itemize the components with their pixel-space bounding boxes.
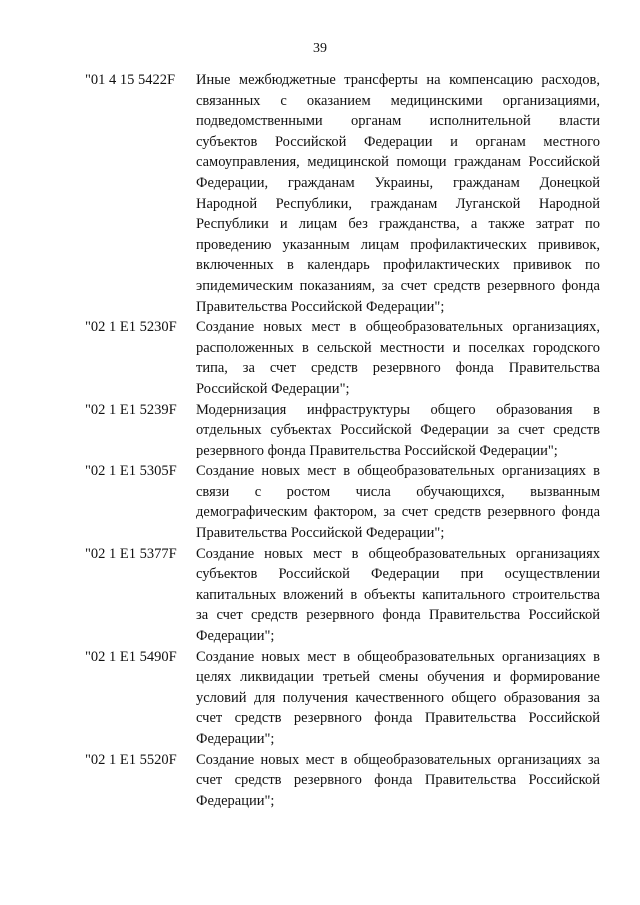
description-line: Создание новых мест в общеобразовательных организациях bbox=[196, 545, 600, 562]
entry-code: "02 1 E1 5377F bbox=[85, 545, 177, 562]
description-line: капитальных вложений в объекты капитального строительства bbox=[196, 586, 600, 603]
description-line: включенных в календарь профилактических прививок по bbox=[196, 257, 600, 274]
description-line: отдельных субъектах Российской Федерации за счет средств bbox=[196, 422, 600, 439]
entry-code: "02 1 E1 5490F bbox=[85, 648, 177, 665]
description-line: связанных с оказанием медицинскими организациями, bbox=[196, 92, 600, 109]
budget-entry bbox=[0, 317, 640, 399]
entry-code: "02 1 E1 5520F bbox=[85, 751, 177, 768]
description-line: счет средств резервного фонда Правительства Российской bbox=[196, 772, 600, 789]
entry-description bbox=[196, 544, 600, 647]
entry-code: "02 1 E1 5230F bbox=[85, 319, 177, 336]
entry-description bbox=[196, 400, 600, 462]
description-line: Создание новых мест в общеобразовательных организациях, bbox=[196, 319, 600, 336]
entry-description bbox=[196, 70, 600, 317]
description-line: расположенных в сельской местности и поселках городского bbox=[196, 339, 600, 356]
description-line: Российской Федерации"; bbox=[196, 380, 350, 397]
description-line: Федерации"; bbox=[196, 628, 275, 645]
description-line: Федерации, гражданам Украины, гражданам Донецкой bbox=[196, 174, 600, 191]
budget-entry bbox=[0, 400, 640, 462]
description-line: типа, за счет средств резервного фонда Правительства bbox=[196, 360, 600, 377]
entry-code: "02 1 E1 5305F bbox=[85, 463, 177, 480]
description-line: эпидемическим показаниям, за счет средств резервного фонда bbox=[196, 277, 600, 294]
description-line: Создание новых мест в общеобразовательных организациях за bbox=[196, 751, 600, 768]
description-line: Республики и лицам без гражданства, а также затрат по bbox=[196, 216, 600, 233]
description-line: Создание новых мест в общеобразовательных организациях в bbox=[196, 463, 600, 480]
description-line: Модернизация инфраструктуры общего образования в bbox=[196, 401, 600, 418]
description-line: подведомственными органам исполнительной власти bbox=[196, 113, 600, 130]
description-line: резервного фонда Правительства Российской Федерации"; bbox=[196, 442, 558, 459]
description-line: Правительства Российской Федерации"; bbox=[196, 525, 445, 542]
description-line: самоуправления, медицинской помощи гражданам Российской bbox=[196, 154, 600, 171]
budget-entry bbox=[0, 461, 640, 543]
budget-entry bbox=[0, 750, 640, 812]
entry-description bbox=[196, 461, 600, 543]
page-number: 39 bbox=[313, 41, 327, 56]
description-line: Правительства Российской Федерации"; bbox=[196, 298, 445, 315]
entry-description bbox=[196, 317, 600, 399]
description-line: субъектов Российской Федерации при осуществлении bbox=[196, 566, 600, 583]
description-line: целях ликвидации третьей смены обучения и формирование bbox=[196, 669, 600, 686]
description-line: условий для получения качественного общего образования за bbox=[196, 689, 600, 706]
description-line: счет средств резервного фонда Правительства Российской bbox=[196, 710, 600, 727]
description-line: Федерации"; bbox=[196, 731, 275, 747]
entry-description bbox=[196, 750, 600, 812]
entries-list bbox=[0, 70, 640, 811]
entry-code: "01 4 15 5422F bbox=[85, 72, 176, 88]
description-line: за счет средств резервного фонда Правительства Российской bbox=[196, 607, 600, 624]
budget-entry bbox=[0, 544, 640, 647]
description-line: связи с ростом числа обучающихся, вызванным bbox=[196, 483, 600, 500]
description-line: Федерации"; bbox=[196, 792, 275, 809]
description-line: субъектов Российской Федерации и органам местного bbox=[196, 133, 600, 150]
description-line: Создание новых мест в общеобразовательных организациях в bbox=[196, 648, 600, 665]
budget-entry bbox=[0, 70, 640, 317]
description-line: Народной Республики, гражданам Луганской Народной bbox=[196, 195, 600, 212]
description-line: Иные межбюджетные трансферты на компенсацию расходов, bbox=[196, 72, 600, 88]
description-line: проведению указанным лицам профилактических прививок, bbox=[196, 236, 600, 253]
description-line: демографическим фактором, за счет средств резервного фонда bbox=[196, 504, 600, 521]
entry-code: "02 1 E1 5239F bbox=[85, 401, 177, 418]
budget-entry bbox=[0, 647, 640, 750]
entry-description bbox=[196, 647, 600, 750]
